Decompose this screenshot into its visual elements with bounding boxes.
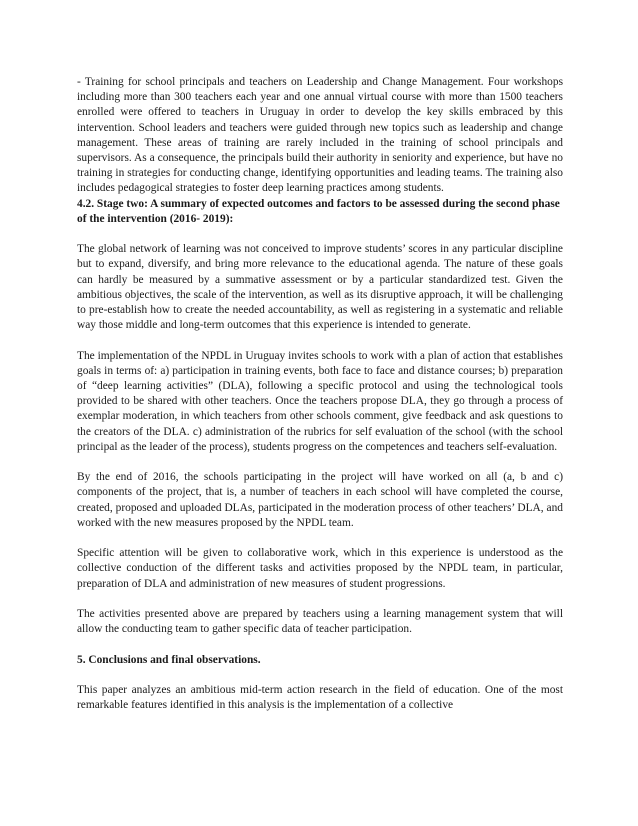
- paragraph-activities: The activities presented above are prepared by teachers using a learning management system that will allow the conducting team to gather specific data of teacher participation.: [77, 608, 563, 636]
- section-heading-stage-two: 4.2. Stage two: A summary of expected outcomes and factors to be assessed during the second phase of the intervention (2016- 2019):: [77, 197, 560, 225]
- section-heading-conclusions: 5. Conclusions and final observations.: [77, 653, 261, 666]
- paragraph-specific-attention: Specific attention will be given to collaborative work, which in this experience is understood as the collective conduction of the different tasks and activities proposed by the NPDL team, in particular, preparation of DLA and administration of new measures of student progressions.: [77, 547, 563, 590]
- paragraph-end-2016: By the end of 2016, the schools participating in the project will have worked on all (a, b and c) components of the project, that is, a number of teachers in each school will have completed the course, created, proposed and uploaded DLAs, participated in the moderation process of other teachers’ DLA, and worked with the new measures proposed by the NPDL team.: [77, 471, 563, 529]
- paragraph-this-paper: This paper analyzes an ambitious mid-term action research in the field of education. One of the most remarkable features identified in this analysis is the implementation of a collective: [77, 684, 563, 712]
- paragraph-global-network: The global network of learning was not conceived to improve students’ scores in any particular discipline but to expand, diversify, and bring more relevance to the educational agenda. The nature of these goals can hardly be measured by a summative assessment or by a particular standardized test. Given the ambitious objectives, the scale of the intervention, as well as its disruptive approach, it will be challenging to pre-establish how to create the needed accountability, as well as registering in a systematic and reliable way those middle and long-term outcomes that this experience is intended to generate.: [77, 243, 563, 332]
- paragraph-implementation: The implementation of the NPDL in Uruguay invites schools to work with a plan of action that establishes goals in terms of: a) participation in training events, both face to face and distance courses; b) preparation of “deep learning activities” (DLA), following a specific protocol and using the technological tools provided to be shared with other teachers. Once the teachers propose DLA, they go through a process of exemplar moderation, in which teachers from other schools comment, give feedback and ask questions to the creators of the DLA. c) administration of the rubrics for self evaluation of the school (with the school principal as the leader of the process), students progress on the competences and teachers self-evaluation.: [77, 349, 563, 453]
- document-page: [77, 75, 563, 729]
- paragraph-training: - Training for school principals and teachers on Leadership and Change Management. Four workshops including more than 300 teachers each year and one annual virtual course with more than 1500 teachers enrolled were offered to teachers in Uruguay in order to develop the key skills embraced by this intervention. School leaders and teachers were guided through new topics such as leadership and change management. These areas of training are rarely included in the training of school principals and supervisors. As a consequence, the principals build their authority in seniority and experience, but have no training in strategies for conducting change, identifying opportunities and leading teams. The training also includes pedagogical strategies to foster deep learning practices among students.: [77, 76, 563, 195]
